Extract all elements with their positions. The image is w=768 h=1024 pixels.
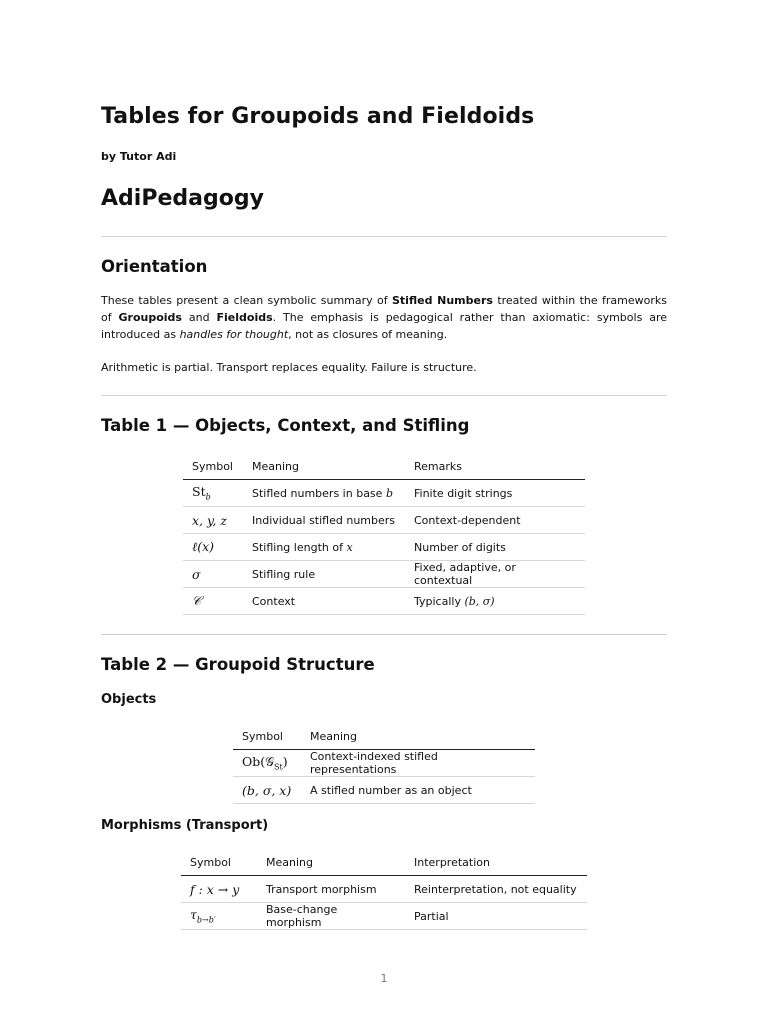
meaning-cell: Context bbox=[243, 588, 405, 615]
symbol-cell: ℓ(x) bbox=[183, 534, 243, 561]
symbol-cell: 𝒞 bbox=[183, 588, 243, 615]
column-header: Meaning bbox=[257, 849, 405, 876]
column-header: Interpretation bbox=[405, 849, 587, 876]
orientation-paragraph-2: Arithmetic is partial. Transport replaces equality. Failure is structure. bbox=[101, 361, 477, 374]
symbol-text: τ bbox=[190, 907, 197, 923]
symbol-subscript: b bbox=[205, 492, 211, 502]
orientation-heading: Orientation bbox=[101, 257, 208, 276]
table-header-row bbox=[181, 849, 587, 876]
remarks-cell: Context-dependent bbox=[405, 507, 585, 534]
remarks-math: (b, σ) bbox=[464, 594, 495, 608]
symbol-text: St bbox=[192, 484, 206, 500]
symbol-cell: σ bbox=[183, 561, 243, 588]
table-row bbox=[183, 534, 585, 561]
morphisms-subheading: Morphisms (Transport) bbox=[101, 818, 269, 833]
bold-term: Stifled Numbers bbox=[392, 294, 493, 307]
text-run: and bbox=[181, 311, 217, 324]
objects-subheading: Objects bbox=[101, 692, 157, 707]
text-run: These tables present a clean symbolic summary of bbox=[101, 294, 392, 307]
table1 bbox=[183, 453, 585, 615]
column-header: Meaning bbox=[243, 453, 405, 480]
column-header: Remarks bbox=[405, 453, 585, 480]
meaning-cell: Stifling rule bbox=[243, 561, 405, 588]
meaning-text: Stifled numbers in base bbox=[252, 486, 386, 500]
table-row bbox=[183, 588, 585, 615]
remarks-cell: Number of digits bbox=[405, 534, 585, 561]
section-divider bbox=[101, 395, 667, 396]
section-divider bbox=[101, 634, 667, 635]
italic-term: handles for thought bbox=[179, 328, 289, 341]
remarks-text: Typically bbox=[414, 594, 465, 608]
table1-heading: Table 1 — Objects, Context, and Stifling bbox=[101, 416, 470, 435]
table-row bbox=[183, 561, 585, 588]
table-header-row bbox=[183, 453, 585, 480]
table-row bbox=[181, 876, 587, 903]
document-title: Tables for Groupoids and Fieldoids bbox=[101, 104, 535, 129]
symbol-cell bbox=[183, 480, 243, 507]
meaning-cell bbox=[243, 480, 405, 507]
column-header: Meaning bbox=[301, 723, 535, 750]
bold-term: Fieldoids bbox=[216, 311, 273, 324]
byline: by Tutor Adi bbox=[101, 150, 177, 163]
table-header-row bbox=[233, 723, 535, 750]
table-row bbox=[183, 480, 585, 507]
symbol-cell: (b, σ, x) bbox=[233, 777, 301, 804]
page-number: 1 bbox=[380, 972, 388, 985]
symbol-subscript: St bbox=[274, 762, 283, 772]
meaning-cell: A stifled number as an object bbox=[301, 777, 535, 804]
remarks-cell: Finite digit strings bbox=[405, 480, 585, 507]
meaning-math: b bbox=[385, 486, 393, 500]
meaning-text: Stifling length of bbox=[252, 540, 347, 554]
meaning-cell: Context-indexed stifled representations bbox=[301, 750, 535, 777]
meaning-cell: Transport morphism bbox=[257, 876, 405, 903]
column-header: Symbol bbox=[181, 849, 257, 876]
table2-heading: Table 2 — Groupoid Structure bbox=[101, 655, 375, 674]
symbol-cell: x, y, z bbox=[183, 507, 243, 534]
objects-table bbox=[233, 723, 535, 804]
meaning-math: x bbox=[346, 540, 353, 554]
section-divider bbox=[101, 236, 667, 237]
column-header: Symbol bbox=[233, 723, 301, 750]
symbol-text: Ob(𝒢 bbox=[242, 754, 275, 770]
remarks-cell: Fixed, adaptive, or contextual bbox=[405, 561, 585, 588]
orientation-paragraph-1 bbox=[101, 292, 667, 343]
table-row bbox=[181, 903, 587, 930]
text-run: treated within the frameworks of bbox=[101, 294, 667, 324]
brand-heading: AdiPedagogy bbox=[101, 186, 264, 211]
meaning-cell bbox=[243, 534, 405, 561]
meaning-cell: Base-change morphism bbox=[257, 903, 405, 930]
table-row bbox=[233, 777, 535, 804]
text-run: , not as closures of meaning. bbox=[288, 328, 448, 341]
interpretation-cell: Reinterpretation, not equality bbox=[405, 876, 587, 903]
bold-term: Groupoids bbox=[118, 311, 182, 324]
remarks-cell bbox=[405, 588, 585, 615]
column-header: Symbol bbox=[183, 453, 243, 480]
table-row bbox=[233, 750, 535, 777]
meaning-cell: Individual stifled numbers bbox=[243, 507, 405, 534]
morphisms-table bbox=[181, 849, 587, 930]
symbol-cell bbox=[181, 903, 257, 930]
symbol-cell: f : x → y bbox=[181, 876, 257, 903]
symbol-tail: ) bbox=[282, 754, 288, 770]
table-row bbox=[183, 507, 585, 534]
interpretation-cell: Partial bbox=[405, 903, 587, 930]
text-run: . The emphasis is pedagogical rather than axiomatic: symbols are introduced as bbox=[101, 311, 667, 341]
symbol-subscript: b→b′ bbox=[196, 915, 216, 925]
symbol-cell bbox=[233, 750, 301, 777]
